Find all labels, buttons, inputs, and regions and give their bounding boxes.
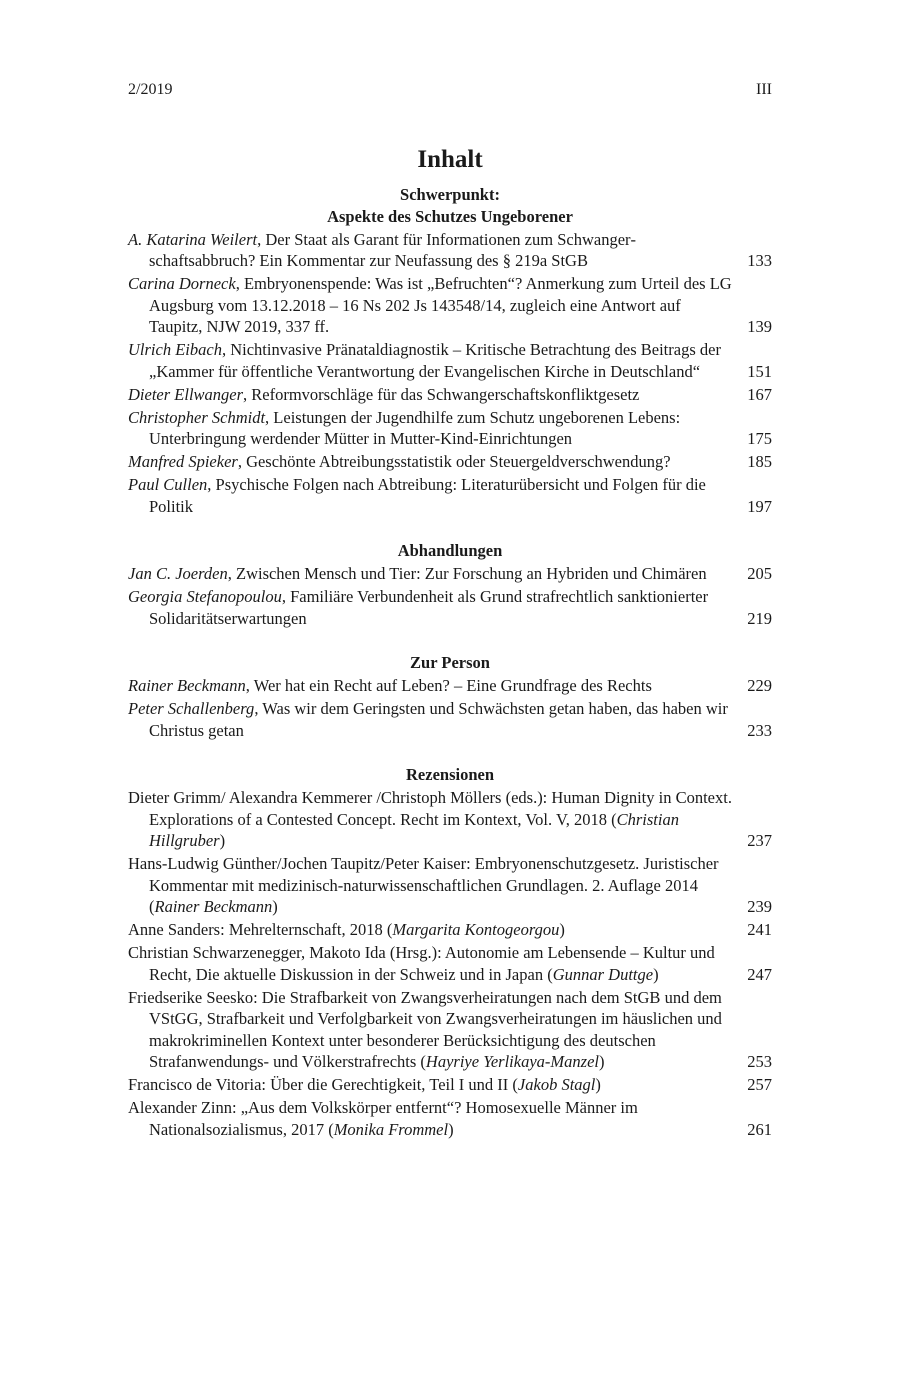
entry-title: , Embryonenspende: Was ist „Befruchten“? Anmerkung zum Urteil des LG Augsburg vom 13.12.2018 – 16 Ns 202 Js 143548/14, zugleich eine Antwort auf Taupitz, NJW 2019, 337 ff. (149, 274, 732, 336)
entry-page-number: 205 (747, 564, 772, 583)
entry-page-number: 253 (747, 1052, 772, 1071)
entry-author: Paul Cullen (128, 475, 208, 494)
entry-list-rezensionen (128, 787, 772, 1140)
toc-entry (128, 563, 772, 585)
reviewer-name: Gunnar Duttge (552, 964, 654, 984)
review-book-title: Hans-Ludwig Günther/Jochen Taupitz/Peter Kaiser: Embryonenschutzgesetz. Juristischer Kommentar mit medizinisch-naturwissenschaftlichen Grundlagen. 2. Auflage 2014 ( (128, 854, 719, 916)
toc-entry-text (128, 273, 732, 338)
entry-page-number: 185 (747, 452, 772, 471)
entry-page-number: 239 (747, 897, 772, 916)
reviewer-name: Hayriye Yerlikaya-Manzel (425, 1052, 599, 1071)
entry-title: , Leistungen der Jugendhilfe zum Schutz ungeborenen Lebens: Unterbringung werdender Mütter in Mutter-Kind-Einrichtungen (149, 407, 681, 448)
review-closing-paren: ) (595, 1075, 601, 1094)
toc-entry-text (128, 919, 732, 941)
toc-entry (128, 942, 772, 985)
toc-entry (128, 1074, 772, 1096)
toc-entry-text (128, 787, 732, 852)
entry-list-abhandlungen (128, 563, 772, 629)
reviewer-name: Monika Frommel (333, 1119, 449, 1139)
review-book-title: Friedserike Seesko: Die Strafbarkeit von Zwangsverheiratungen nach dem StGB und dem VStGG, Strafbarkeit und Verfolgbarkeit von Zwangsverheiratungen im häuslichen und makrokriminellen Kontext unter besonderer Berücksichtigung des deutschen Strafanwendungs- und Völkerstrafrechts ( (128, 987, 722, 1071)
toc-entry-text (128, 407, 732, 450)
entry-page-number: 261 (747, 1119, 772, 1139)
toc-entry-text (128, 339, 732, 382)
entry-page-number: 167 (747, 384, 772, 404)
toc-entry (128, 474, 772, 517)
toc-entry-text (128, 675, 732, 697)
entry-page-number: 133 (747, 251, 772, 270)
entry-page-number: 237 (747, 831, 772, 850)
entry-list-schwerpunkt (128, 229, 772, 518)
entry-page-number: 241 (747, 920, 772, 939)
entry-author: Manfred Spieker (128, 452, 238, 471)
reviewer-name: Jakob Stagl (517, 1075, 596, 1094)
review-closing-paren: ) (272, 897, 278, 916)
review-book-title: Alexander Zinn: „Aus dem Volkskörper entfernt“? Homosexuelle Männer im Nationalsozialismus, 2017 ( (128, 1098, 638, 1139)
section-heading-schwerpunkt (128, 184, 772, 227)
entry-page-number: 219 (747, 608, 772, 628)
entry-title: , Wer hat ein Recht auf Leben? – Eine Grundfrage des Rechts (245, 676, 652, 695)
toc-entry (128, 853, 772, 918)
toc-entry-text (128, 229, 732, 272)
toc-entry-text (128, 586, 732, 629)
issue-number: 2/2019 (128, 81, 173, 98)
toc-entry (128, 384, 772, 406)
review-book-title: Francisco de Vitoria: Über die Gerechtigkeit, Teil I und II ( (128, 1075, 518, 1094)
entry-title: , Nichtinvasive Pränataldiagnostik – Kritische Betrachtung des Beitrags der „Kammer für öffentliche Verantwortung der Evangelischen Kirche in Deutschland“ (149, 340, 721, 381)
reviewer-name: Rainer Beckmann (154, 897, 273, 916)
toc-entry-text (128, 474, 732, 517)
entry-author: Peter Schallenberg (128, 699, 255, 718)
review-closing-paren: ) (559, 920, 565, 939)
section-heading-rezensionen: Rezensionen (406, 765, 494, 784)
running-header (128, 80, 772, 100)
entry-page-number: 229 (747, 676, 772, 695)
review-closing-paren: ) (653, 964, 659, 984)
toc-entry (128, 229, 772, 272)
toc-entry-text (128, 1097, 732, 1140)
toc-entry-text (128, 1074, 732, 1096)
toc-entry (128, 273, 772, 338)
review-book-title: Christian Schwarzenegger, Makoto Ida (Hrsg.): Autonomie am Lebensende – Kultur und Recht, Die aktuelle Diskussion in der Schweiz und in Japan ( (128, 943, 715, 984)
toc-entry (128, 451, 772, 473)
entry-page-number: 175 (747, 429, 772, 448)
entry-author: Dieter Ellwanger (128, 384, 244, 404)
entry-page-number: 233 (747, 720, 772, 740)
page-title: Inhalt (417, 146, 483, 173)
entry-page-number: 151 (747, 361, 772, 381)
review-book-title: Anne Sanders: Mehrelternschaft, 2018 ( (128, 920, 393, 939)
toc-entry-text (128, 987, 732, 1073)
entry-page-number: 197 (747, 496, 772, 516)
section-heading-abhandlungen: Abhandlungen (397, 541, 503, 560)
toc-entry (128, 919, 772, 941)
toc-entry-text (128, 384, 732, 406)
toc-entry-text (128, 451, 732, 473)
page-number-roman: III (756, 81, 772, 98)
entry-title: , Was wir dem Geringsten und Schwächsten getan haben, das haben wir Christus getan (149, 699, 728, 740)
entry-title: , Zwischen Mensch und Tier: Zur Forschung an Hybriden und Chimären (227, 564, 707, 583)
review-closing-paren: ) (219, 831, 226, 850)
review-closing-paren: ) (448, 1119, 454, 1139)
entry-author: Ulrich Eibach (128, 340, 222, 359)
toc-entry (128, 1097, 772, 1140)
reviewer-name: Margarita Kontogeorgou (392, 920, 560, 939)
entry-author: Rainer Beckmann (128, 676, 246, 695)
section-heading-line1: Schwerpunkt: (400, 185, 500, 204)
entry-author: Carina Dorneck (128, 274, 236, 293)
entry-title: , Psychische Folgen nach Abtreibung: Literaturübersicht und Folgen für die Politik (149, 475, 706, 516)
toc-entry-text (128, 853, 732, 918)
toc-entry (128, 407, 772, 450)
entry-author: A. Katarina Weilert (128, 229, 258, 249)
toc-entry (128, 675, 772, 697)
toc-entry-text (128, 942, 732, 985)
toc-entry (128, 987, 772, 1073)
toc-entry (128, 787, 772, 852)
entry-title: , Der Staat als Garant für Informationen zum Schwangerschaftsabbruch? Ein Kommentar zur Neufassung des § 219a StGB (149, 229, 637, 270)
entry-list-zur-person (128, 675, 772, 741)
toc-entry (128, 339, 772, 382)
entry-author: Jan C. Joerden (128, 564, 228, 583)
entry-title: , Geschönte Abtreibungsstatistik oder Steuergeldverschwendung? (237, 452, 671, 471)
table-of-contents (128, 184, 772, 1140)
entry-page-number: 257 (747, 1075, 772, 1094)
entry-author: Christopher Schmidt (128, 407, 266, 427)
toc-entry-text (128, 698, 732, 741)
review-book-title: Dieter Grimm/ Alexandra Kemmerer /Christoph Möllers (eds.): Human Dignity in Context. Explorations of a Contested Concept. Recht im Kontext, Vol. V, 2018 ( (128, 788, 732, 829)
entry-title: , Reformvorschläge für das Schwangerschaftskonfliktgesetz (243, 384, 640, 404)
entry-author: Georgia Stefanopoulou (128, 587, 282, 606)
section-heading-zur-person: Zur Person (410, 653, 490, 672)
entry-title: , Familiäre Verbundenheit als Grund strafrechtlich sanktionierter Solidaritätserwartungen (149, 587, 709, 628)
toc-entry (128, 698, 772, 741)
entry-page-number: 247 (747, 964, 772, 984)
toc-entry (128, 586, 772, 629)
toc-entry-text (128, 563, 732, 585)
section-heading-line2: Aspekte des Schutzes Ungeborener (327, 206, 573, 226)
reviewer-name: Christian Hillgruber (149, 809, 679, 850)
entry-page-number: 139 (747, 317, 772, 336)
review-closing-paren: ) (598, 1052, 605, 1071)
